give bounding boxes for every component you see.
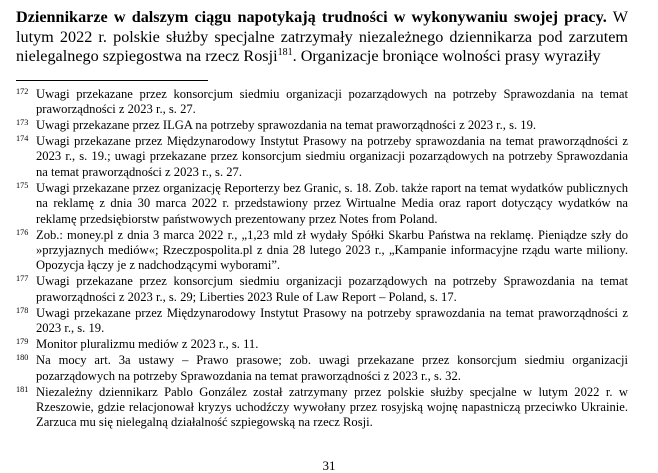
footnote-reference[interactable]: 181	[277, 47, 293, 58]
footnote-number: 181	[16, 384, 29, 394]
paragraph-lead: Dziennikarze w dalszym ciągu napotykają trudności w wykonywaniu swojej pracy.	[16, 8, 607, 26]
footnote-number: 179	[16, 337, 29, 347]
footnote-177	[16, 274, 628, 305]
footnote-text: Uwagi przekazane przez Międzynarodowy Instytut Prasowy na potrzeby sprawozdania na temat praworządności z 2023 r., s. 19.	[36, 305, 628, 336]
footnote-text: Uwagi przekazane przez organizację Reporterzy bez Granic, s. 18. Zob. także raport na temat wydatków publicznych na reklamę z dnia 30 marca 2022 r. przedstawiony przez Wirtualne Media oraz raport dotyczący wydatków na reklamę przedsiębiorstw państwowych prezentowany przez Notes from Poland.	[36, 180, 628, 226]
footnotes-list	[16, 87, 628, 431]
footnote-175	[16, 181, 628, 227]
footnote-174	[16, 134, 628, 180]
footnote-number: 174	[16, 133, 29, 143]
footnote-181	[16, 385, 628, 431]
footnote-number: 180	[16, 353, 29, 363]
footnote-text: Zob.: money.pl z dnia 3 marca 2022 r., „1,23 mld zł wydały Spółki Skarbu Państwa na reklamę. Pieniądze szły do »przyjaznych mediów«; Rzeczpospolita.pl z dnia 28 lutego 2023 r., „Kampanie informacyjne rządu warte miliony. Opozycja łączy je z nadchodzącymi wyborami”.	[36, 227, 628, 273]
footnote-text: Uwagi przekazane przez konsorcjum siedmiu organizacji pozarządowych na potrzeby Sprawozdania na temat praworządności z 2023 r., s. 27.	[36, 86, 628, 116]
paragraph-text-continued: . Organizacje broniące wolności prasy wyraziły	[292, 47, 601, 65]
footnote-text: Na mocy art. 3a ustawy – Prawo prasowe; zob. uwagi przekazane przez konsorcjum siedmiu organizacji pozarządowych na potrzeby Sprawozdania na temat praworządności z 2023 r., s. 32.	[36, 353, 628, 383]
body-paragraph	[16, 8, 628, 67]
footnote-178	[16, 306, 628, 337]
footnote-180	[16, 353, 628, 384]
footnote-number: 173	[16, 117, 29, 127]
document-page	[16, 8, 628, 431]
footnote-number: 176	[16, 227, 29, 237]
footnote-text: Uwagi przekazane przez konsorcjum siedmiu organizacji pozarządowych na potrzeby Sprawozdania na temat praworządności z 2023 r., s. 29; Liberties 2023 Rule of Law Report – Poland, s. 17.	[36, 274, 628, 304]
footnote-number: 178	[16, 305, 29, 315]
footnote-179	[16, 337, 628, 352]
footnote-text: Monitor pluralizmu mediów z 2023 r., s. 11.	[36, 337, 259, 352]
footnote-number: 172	[16, 86, 29, 96]
footnote-text: Uwagi przekazane przez ILGA na potrzeby sprawozdania na temat praworządności z 2023 r., s. 19.	[36, 117, 537, 132]
footnote-text: Uwagi przekazane przez Międzynarodowy Instytut Prasowy na potrzeby sprawozdania na temat praworządności z 2023 r., s. 19.; uwagi przekazane przez konsorcjum siedmiu organizacji pozarządowych na potrzeby Sprawozdania na temat praworządności z 2023 r., s. 27.	[36, 133, 628, 179]
page-number: 31	[322, 458, 336, 473]
footnote-number: 175	[16, 180, 29, 190]
footnote-176	[16, 228, 628, 274]
footnote-number: 177	[16, 274, 29, 284]
footnote-text: Niezależny dziennikarz Pablo González został zatrzymany przez polskie służby specjalne w lutym 2022 r. w Rzeszowie, gdzie relacjonował kryzys uchodźczy wywołany przez rosyjską wojnę napastniczą przeciwko Ukrainie. Zarzuca mu się nielegalną działalność szpiegowską na rzecz Rosji.	[36, 384, 628, 430]
footnote-separator	[16, 80, 208, 81]
footnote-172	[16, 87, 628, 118]
footnote-173	[16, 118, 628, 133]
paragraph-text: W lutym 2022 r. polskie służby specjalne zatrzymały niezależnego dziennikarza pod zarzutem nielegalnego szpiegostwa na rzecz Rosji	[16, 8, 628, 65]
